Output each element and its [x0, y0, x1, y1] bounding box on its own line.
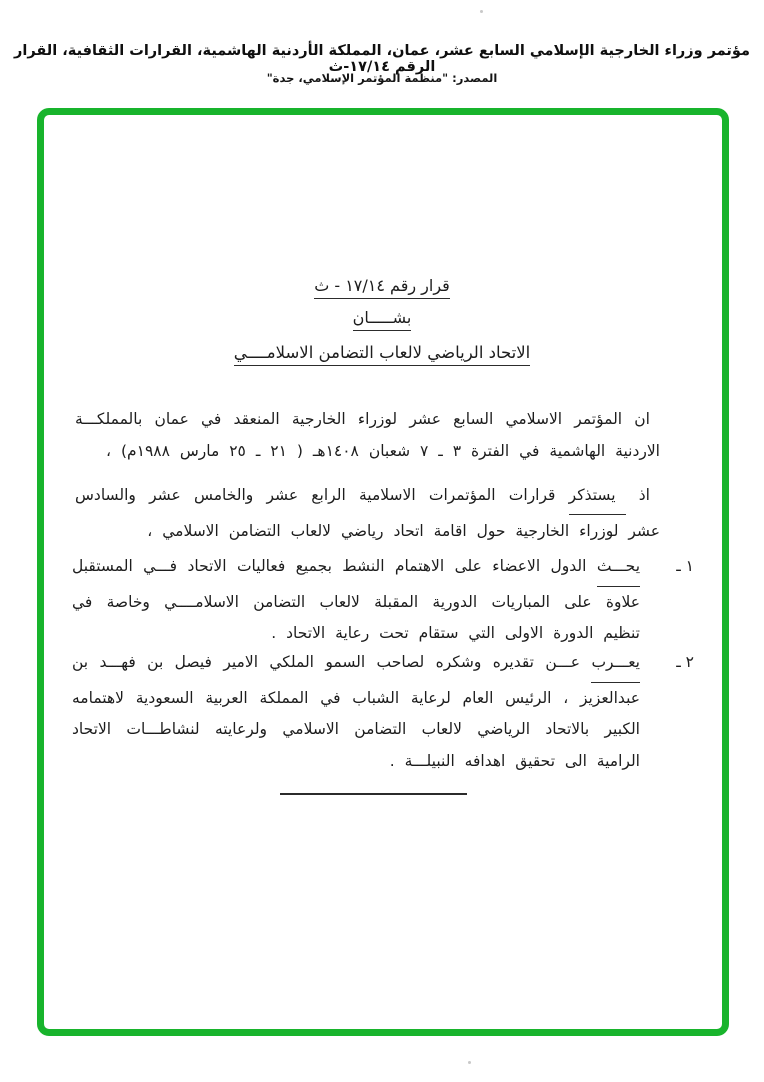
resolution-item-2: [72, 647, 694, 777]
item-2-number: ٢ ـ: [676, 653, 694, 671]
resolution-item-1: [72, 551, 694, 650]
item-1-text: [72, 551, 640, 650]
scan-speck: [480, 10, 483, 13]
resolution-number-text: قرار رقم ١٧/١٤ - ث: [314, 276, 450, 299]
scan-speck: [468, 1061, 471, 1064]
resolution-number-title: [0, 276, 764, 299]
regarding-text: بشـــــان: [353, 308, 412, 331]
item-1-underlined-word: يحـــث: [597, 551, 640, 587]
end-divider-rule: [280, 793, 467, 795]
preamble-2-lead: اذ: [638, 486, 650, 504]
preamble-paragraph-2: [75, 479, 660, 547]
resolution-regarding-title: [0, 308, 764, 331]
document-title-header: مؤتمر وزراء الخارجية الإسلامي السابع عشر، عمان، المملكة الأردنية الهاشمية، القرارات الثقافية، القرار الرقم ١٧/١٤-ث: [14, 43, 750, 75]
item-2-text: [72, 647, 640, 777]
item-1-number: ١ ـ: [676, 557, 694, 575]
preamble-2-underlined-word: يستذكر: [569, 479, 626, 515]
document-source-line: المصدر: "منظمة المؤتمر الإسلامي، جدة": [266, 71, 498, 85]
item-2-rest: عـــن تقديره وشكره لصاحب السمو الملكي الامير فيصل بن فهـــد بن عبدالعزيز ، الرئيس العام لرعاية الشباب في المملكة العربية السعودية لاهتمامه الكبير بالاتحاد الرياضي لالعاب التضامن الاسلامي ولرعايته لنشاطـــات الاتحاد الرامية الى تحقيق اهدافه النبيلـــة .: [72, 653, 640, 770]
item-2-underlined-word: يعـــرب: [591, 647, 640, 683]
resolution-subject-title: [0, 343, 764, 366]
subject-text: الاتحاد الرياضي لالعاب التضامن الاسلامــــي: [234, 343, 531, 366]
preamble-paragraph-1: ان المؤتمر الاسلامي السابع عشر لوزراء الخارجية المنعقد في عمان بالمملكـــة الاردنية الهاشمية في الفترة ٣ ـ ٧ شعبان ١٤٠٨هـ ( ٢١ ـ ٢٥ مارس ١٩٨٨م) ،: [75, 410, 660, 460]
preamble-2-rest: قرارات المؤتمرات الاسلامية الرابع عشر والخامس عشر والسادس عشر لوزراء الخارجية حول اقامة اتحاد رياضي لالعاب التضامن الاسلامي ،: [75, 486, 660, 540]
item-1-rest: الدول الاعضاء على الاهتمام النشط بجميع فعاليات الاتحاد فـــي المستقبل علاوة على المباريات الدورية المقبلة لالعاب التضامن الاسلامــــي وخاصة في تنظيم الدورة الاولى التي ستقام تحت رعاية الاتحاد .: [72, 557, 640, 642]
